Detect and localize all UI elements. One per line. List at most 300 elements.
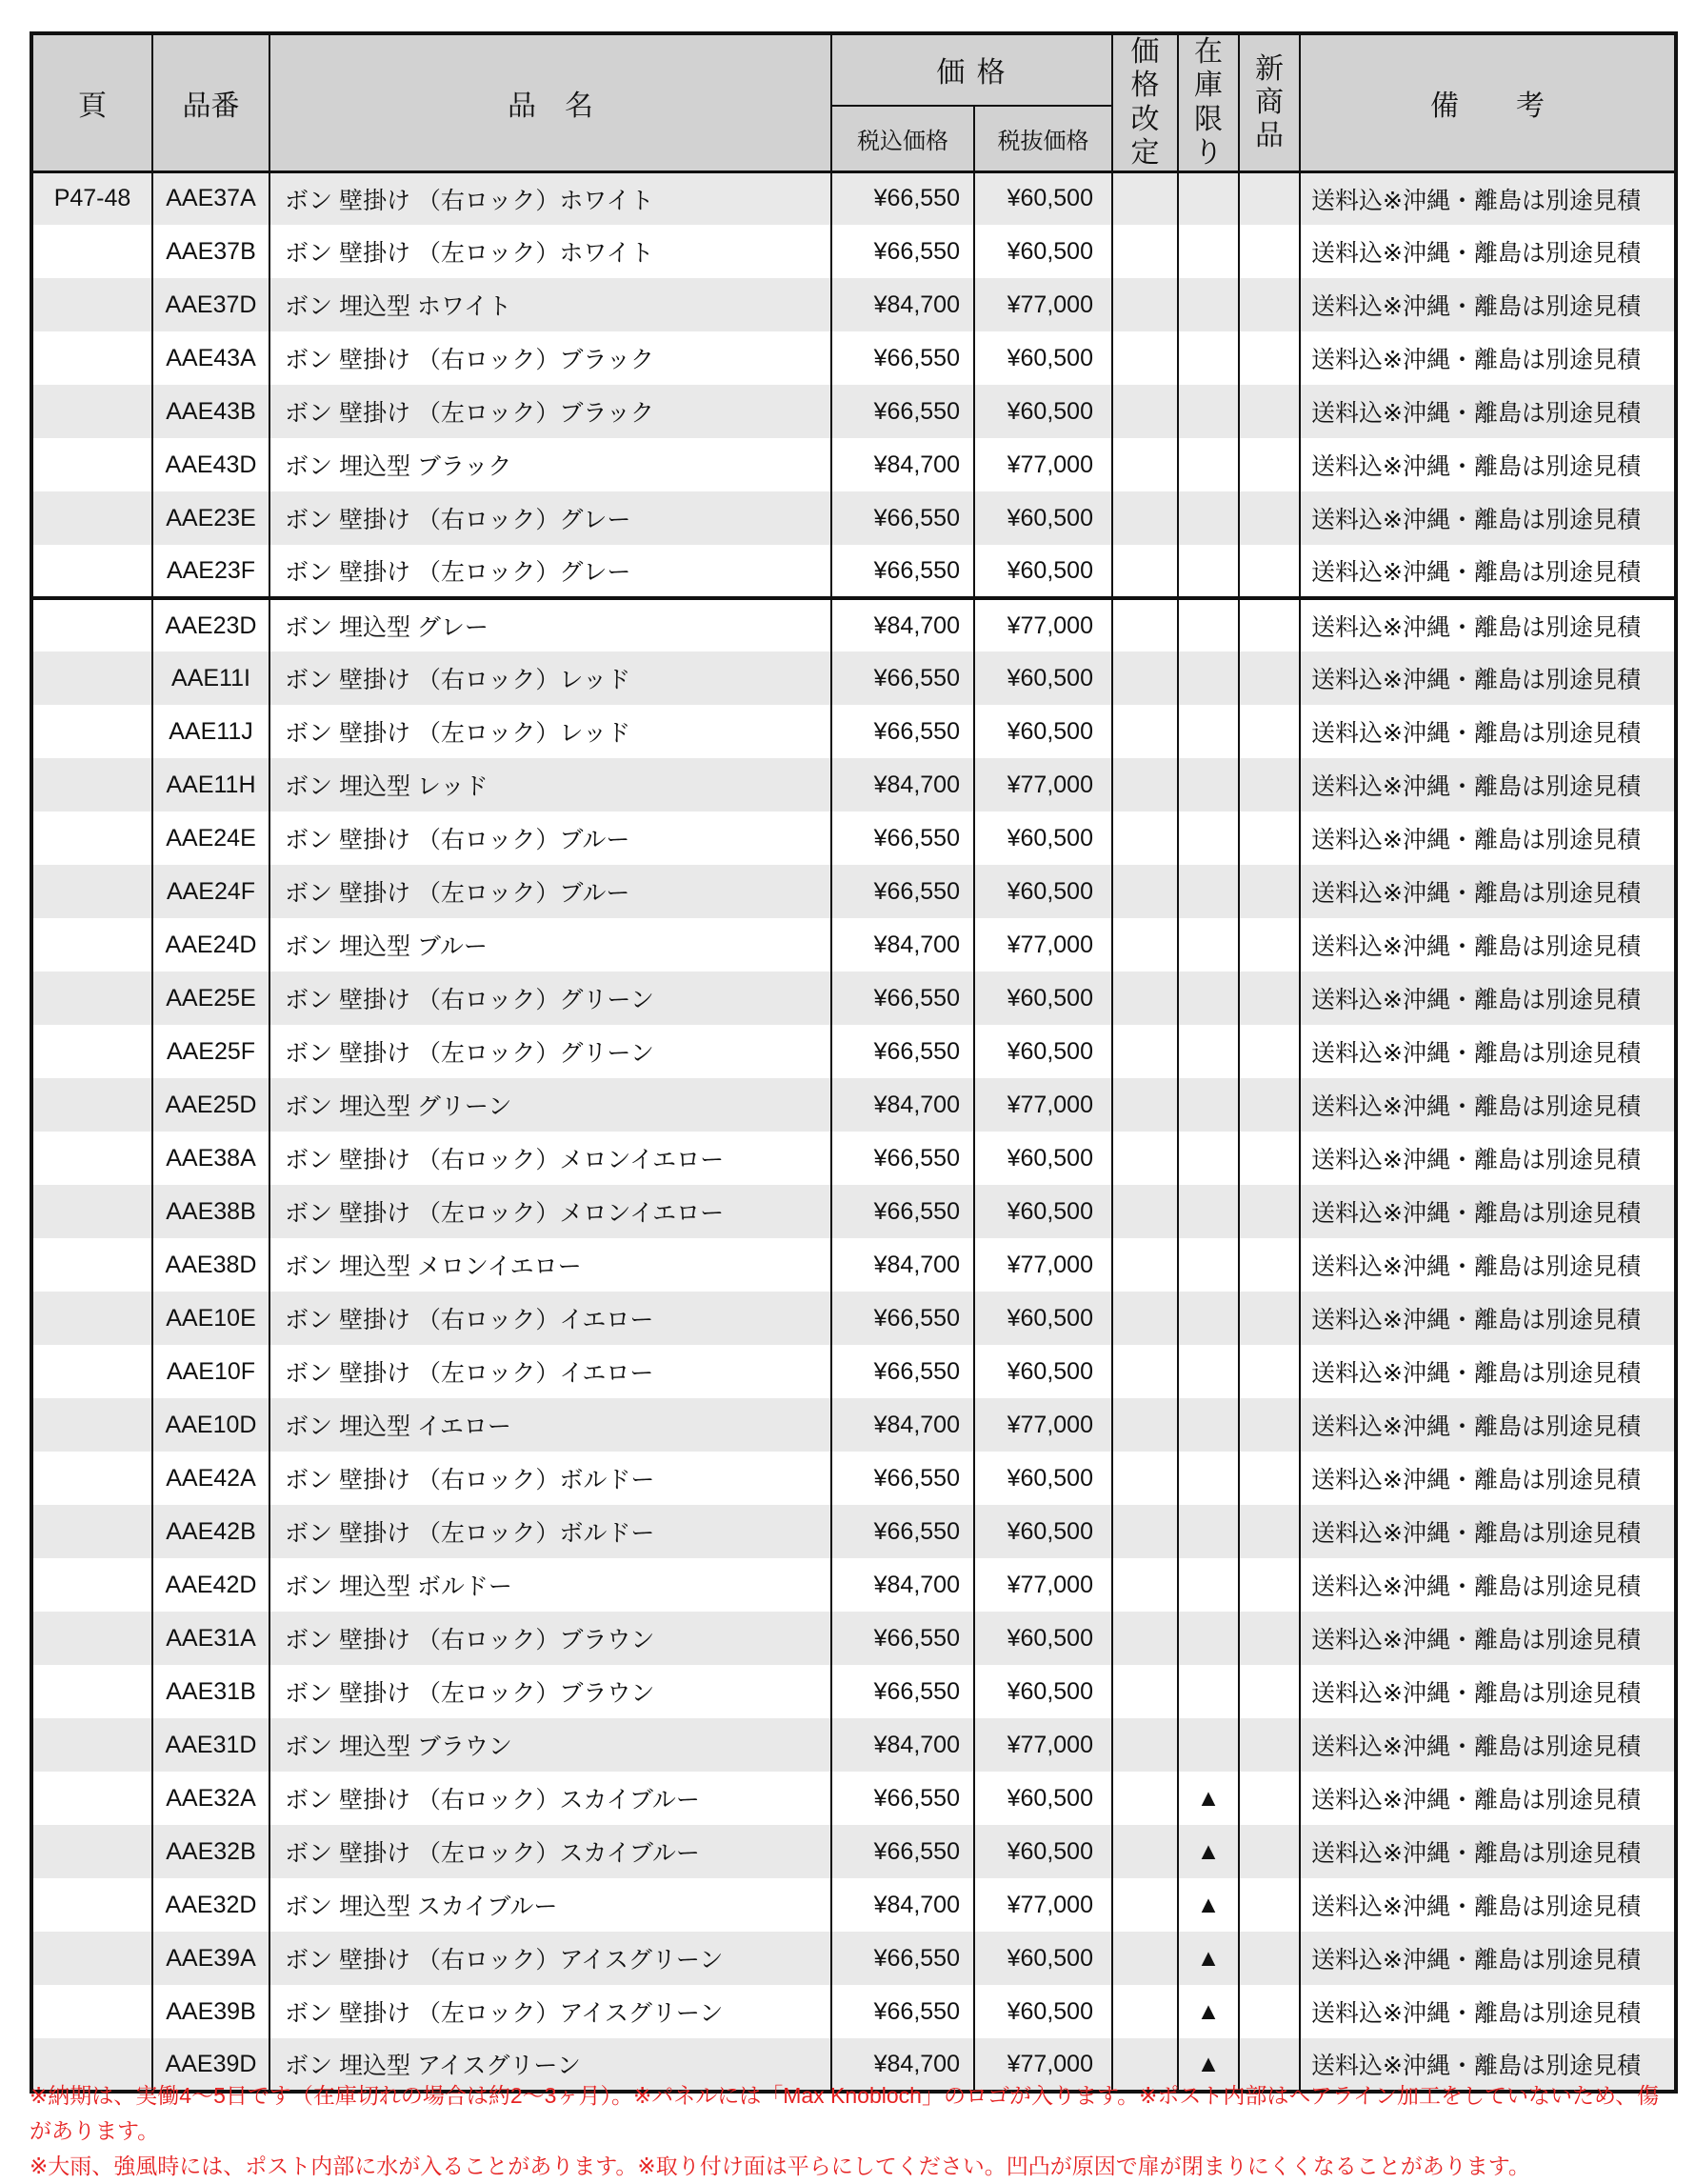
stock-limited-cell: [1178, 918, 1239, 972]
remark-cell: 送料込※沖縄・離島は別途見積: [1300, 1292, 1676, 1345]
price-revision-cell: [1112, 651, 1178, 705]
col-header-price-revision: 価格改定: [1112, 33, 1178, 171]
price-excl-cell: ¥60,500: [974, 1452, 1112, 1505]
price-incl-cell: ¥66,550: [831, 1345, 974, 1398]
col-header-new-product: 新商品: [1239, 33, 1300, 171]
price-excl-cell: ¥60,500: [974, 1665, 1112, 1718]
price-incl-cell: ¥66,550: [831, 651, 974, 705]
page-cell: [31, 1558, 152, 1612]
table-header-row-main: [31, 33, 1676, 106]
footnote-line: ※大雨、強風時には、ポスト内部に水が入ることがあります。※取り付け面は平らにしてください。凹凸が原因で扉が閉まりにくくなることがあります。: [30, 2154, 1530, 2178]
table-row: [31, 1932, 1676, 1985]
price-incl-cell: ¥84,700: [831, 278, 974, 331]
remark-cell: 送料込※沖縄・離島は別途見積: [1300, 331, 1676, 385]
price-incl-cell: ¥66,550: [831, 1132, 974, 1185]
price-revision-cell: [1112, 1878, 1178, 1932]
table-row: [31, 1292, 1676, 1345]
stock-limited-cell: [1178, 1345, 1239, 1398]
table-row: [31, 1878, 1676, 1932]
code-cell: AAE31D: [152, 1718, 269, 1772]
code-cell: AAE10E: [152, 1292, 269, 1345]
page-cell: [31, 438, 152, 491]
new-product-cell: [1239, 865, 1300, 918]
new-product-cell: [1239, 278, 1300, 331]
code-cell: AAE25F: [152, 1025, 269, 1078]
stock-limited-cell: [1178, 1665, 1239, 1718]
remark-cell: 送料込※沖縄・離島は別途見積: [1300, 1452, 1676, 1505]
new-product-cell: [1239, 651, 1300, 705]
remark-cell: 送料込※沖縄・離島は別途見積: [1300, 385, 1676, 438]
price-excl-cell: ¥60,500: [974, 1772, 1112, 1825]
remark-cell: 送料込※沖縄・離島は別途見積: [1300, 1985, 1676, 2038]
price-excl-cell: ¥77,000: [974, 1718, 1112, 1772]
price-excl-cell: ¥77,000: [974, 438, 1112, 491]
price-table-body: [31, 171, 1676, 2092]
name-cell: ボン 埋込型 ホワイト: [269, 278, 831, 331]
new-product-cell: [1239, 438, 1300, 491]
price-revision-cell: [1112, 598, 1178, 651]
col-header-code: 品番: [152, 33, 269, 171]
code-cell: AAE23F: [152, 545, 269, 598]
table-row: [31, 385, 1676, 438]
price-revision-cell: [1112, 1185, 1178, 1238]
price-excl-cell: ¥60,500: [974, 1985, 1112, 2038]
price-incl-cell: ¥66,550: [831, 811, 974, 865]
price-incl-cell: ¥66,550: [831, 1612, 974, 1665]
code-cell: AAE31B: [152, 1665, 269, 1718]
price-incl-cell: ¥66,550: [831, 865, 974, 918]
price-revision-cell: [1112, 811, 1178, 865]
table-row: [31, 758, 1676, 811]
price-excl-cell: ¥77,000: [974, 278, 1112, 331]
price-incl-cell: ¥66,550: [831, 972, 974, 1025]
code-cell: AAE43D: [152, 438, 269, 491]
stock-limited-cell: [1178, 758, 1239, 811]
name-cell: ボン 壁掛け （右ロック）スカイブルー: [269, 1772, 831, 1825]
page-cell: [31, 1825, 152, 1878]
price-revision-cell: [1112, 1292, 1178, 1345]
stock-limited-cell: [1178, 1292, 1239, 1345]
price-excl-cell: ¥60,500: [974, 545, 1112, 598]
table-row: [31, 491, 1676, 545]
code-cell: AAE24E: [152, 811, 269, 865]
table-row: [31, 1825, 1676, 1878]
price-excl-cell: ¥77,000: [974, 758, 1112, 811]
code-cell: AAE32D: [152, 1878, 269, 1932]
price-incl-cell: ¥66,550: [831, 1292, 974, 1345]
price-incl-cell: ¥84,700: [831, 1238, 974, 1292]
price-revision-cell: [1112, 1825, 1178, 1878]
name-cell: ボン 壁掛け （左ロック）ボルドー: [269, 1505, 831, 1558]
price-revision-cell: [1112, 491, 1178, 545]
price-incl-cell: ¥66,550: [831, 1452, 974, 1505]
name-cell: ボン 埋込型 イエロー: [269, 1398, 831, 1452]
new-product-cell: [1239, 385, 1300, 438]
code-cell: AAE39B: [152, 1985, 269, 2038]
remark-cell: 送料込※沖縄・離島は別途見積: [1300, 1558, 1676, 1612]
price-revision-cell: [1112, 1452, 1178, 1505]
page-cell: [31, 1292, 152, 1345]
table-row: [31, 598, 1676, 651]
code-cell: AAE38D: [152, 1238, 269, 1292]
stock-limited-cell: [1178, 598, 1239, 651]
stock-limited-cell: [1178, 1185, 1239, 1238]
price-revision-cell: [1112, 1985, 1178, 2038]
price-incl-cell: ¥84,700: [831, 598, 974, 651]
name-cell: ボン 埋込型 ブラック: [269, 438, 831, 491]
price-incl-cell: ¥84,700: [831, 438, 974, 491]
name-cell: ボン 壁掛け （右ロック）レッド: [269, 651, 831, 705]
stock-limited-cell: [1178, 1505, 1239, 1558]
stock-limited-cell: [1178, 171, 1239, 225]
price-incl-cell: ¥84,700: [831, 1718, 974, 1772]
table-row: [31, 1772, 1676, 1825]
page-cell: [31, 651, 152, 705]
price-incl-cell: ¥84,700: [831, 1558, 974, 1612]
remark-cell: 送料込※沖縄・離島は別途見積: [1300, 491, 1676, 545]
page-cell: [31, 331, 152, 385]
table-row: [31, 1238, 1676, 1292]
code-cell: AAE39A: [152, 1932, 269, 1985]
page-cell: [31, 1932, 152, 1985]
page-cell: [31, 278, 152, 331]
price-revision-cell: [1112, 1558, 1178, 1612]
page-cell: [31, 1132, 152, 1185]
new-product-cell: [1239, 545, 1300, 598]
price-revision-cell: [1112, 1505, 1178, 1558]
new-product-cell: [1239, 1185, 1300, 1238]
table-row: [31, 651, 1676, 705]
remark-cell: 送料込※沖縄・離島は別途見積: [1300, 1878, 1676, 1932]
price-incl-cell: ¥66,550: [831, 491, 974, 545]
stock-limited-cell: [1178, 1558, 1239, 1612]
code-cell: AAE11I: [152, 651, 269, 705]
remark-cell: 送料込※沖縄・離島は別途見積: [1300, 1772, 1676, 1825]
remark-cell: 送料込※沖縄・離島は別途見積: [1300, 225, 1676, 278]
name-cell: ボン 壁掛け （右ロック）アイスグリーン: [269, 1932, 831, 1985]
code-cell: AAE43A: [152, 331, 269, 385]
price-incl-cell: ¥84,700: [831, 1398, 974, 1452]
price-excl-cell: ¥77,000: [974, 1078, 1112, 1132]
code-cell: AAE23E: [152, 491, 269, 545]
remark-cell: 送料込※沖縄・離島は別途見積: [1300, 1132, 1676, 1185]
price-excl-cell: ¥60,500: [974, 651, 1112, 705]
page-cell: [31, 972, 152, 1025]
code-cell: AAE10F: [152, 1345, 269, 1398]
col-header-price-group: 価 格: [831, 33, 1112, 106]
stock-limited-cell: [1178, 385, 1239, 438]
price-excl-cell: ¥77,000: [974, 1558, 1112, 1612]
col-header-stock-limited: 在庫限り: [1178, 33, 1239, 171]
stock-limited-cell: ▲: [1178, 1878, 1239, 1932]
remark-cell: 送料込※沖縄・離島は別途見積: [1300, 1612, 1676, 1665]
table-row: [31, 972, 1676, 1025]
remark-cell: 送料込※沖縄・離島は別途見積: [1300, 2038, 1676, 2092]
page-cell: [31, 1025, 152, 1078]
code-cell: AAE31A: [152, 1612, 269, 1665]
page-cell: [31, 385, 152, 438]
price-excl-cell: ¥60,500: [974, 1505, 1112, 1558]
price-excl-cell: ¥60,500: [974, 331, 1112, 385]
name-cell: ボン 埋込型 グレー: [269, 598, 831, 651]
new-product-cell: [1239, 1398, 1300, 1452]
price-revision-cell: [1112, 1612, 1178, 1665]
price-revision-cell: [1112, 385, 1178, 438]
remark-cell: 送料込※沖縄・離島は別途見積: [1300, 1665, 1676, 1718]
name-cell: ボン 壁掛け （右ロック）グリーン: [269, 972, 831, 1025]
page-cell: [31, 1345, 152, 1398]
price-revision-cell: [1112, 331, 1178, 385]
stock-limited-cell: [1178, 225, 1239, 278]
new-product-cell: [1239, 1985, 1300, 2038]
stock-limited-cell: [1178, 1718, 1239, 1772]
name-cell: ボン 壁掛け （右ロック）イエロー: [269, 1292, 831, 1345]
price-excl-cell: ¥60,500: [974, 811, 1112, 865]
name-cell: ボン 壁掛け （左ロック）イエロー: [269, 1345, 831, 1398]
remark-cell: 送料込※沖縄・離島は別途見積: [1300, 972, 1676, 1025]
table-row: [31, 1505, 1676, 1558]
new-product-cell: [1239, 225, 1300, 278]
table-row: [31, 1345, 1676, 1398]
code-cell: AAE32B: [152, 1825, 269, 1878]
name-cell: ボン 壁掛け （左ロック）メロンイエロー: [269, 1185, 831, 1238]
page-cell: [31, 865, 152, 918]
new-product-cell: [1239, 1025, 1300, 1078]
code-cell: AAE32A: [152, 1772, 269, 1825]
stock-limited-cell: [1178, 1025, 1239, 1078]
stock-limited-cell: ▲: [1178, 1825, 1239, 1878]
page-cell: [31, 1398, 152, 1452]
price-excl-cell: ¥60,500: [974, 1825, 1112, 1878]
remark-cell: 送料込※沖縄・離島は別途見積: [1300, 438, 1676, 491]
price-revision-cell: [1112, 438, 1178, 491]
table-row: [31, 1398, 1676, 1452]
stock-limited-cell: ▲: [1178, 2038, 1239, 2092]
price-excl-cell: ¥60,500: [974, 865, 1112, 918]
new-product-cell: [1239, 1878, 1300, 1932]
new-product-cell: [1239, 1932, 1300, 1985]
table-row: [31, 1558, 1676, 1612]
price-revision-cell: [1112, 865, 1178, 918]
remark-cell: 送料込※沖縄・離島は別途見積: [1300, 1025, 1676, 1078]
new-product-cell: [1239, 1505, 1300, 1558]
price-excl-cell: ¥77,000: [974, 918, 1112, 972]
col-header-page: 頁: [31, 33, 152, 171]
remark-cell: 送料込※沖縄・離島は別途見積: [1300, 278, 1676, 331]
code-cell: AAE11J: [152, 705, 269, 758]
name-cell: ボン 埋込型 ボルドー: [269, 1558, 831, 1612]
table-row: [31, 438, 1676, 491]
stock-limited-cell: [1178, 331, 1239, 385]
new-product-cell: [1239, 705, 1300, 758]
page-cell: [31, 1772, 152, 1825]
remark-cell: 送料込※沖縄・離島は別途見積: [1300, 1238, 1676, 1292]
table-row: [31, 225, 1676, 278]
page-cell: [31, 811, 152, 865]
table-row: [31, 1132, 1676, 1185]
new-product-cell: [1239, 1238, 1300, 1292]
remark-cell: 送料込※沖縄・離島は別途見積: [1300, 545, 1676, 598]
price-revision-cell: [1112, 278, 1178, 331]
remark-cell: 送料込※沖縄・離島は別途見積: [1300, 758, 1676, 811]
code-cell: AAE42A: [152, 1452, 269, 1505]
price-revision-cell: [1112, 1025, 1178, 1078]
new-product-cell: [1239, 972, 1300, 1025]
stock-limited-cell: [1178, 1132, 1239, 1185]
price-excl-cell: ¥60,500: [974, 1025, 1112, 1078]
code-cell: AAE37A: [152, 171, 269, 225]
table-row: [31, 1452, 1676, 1505]
remark-cell: 送料込※沖縄・離島は別途見積: [1300, 811, 1676, 865]
price-excl-cell: ¥77,000: [974, 1878, 1112, 1932]
page-cell: [31, 1078, 152, 1132]
price-incl-cell: ¥66,550: [831, 171, 974, 225]
table-row: [31, 1025, 1676, 1078]
table-row: [31, 331, 1676, 385]
stock-limited-cell: ▲: [1178, 1772, 1239, 1825]
name-cell: ボン 壁掛け （左ロック）グリーン: [269, 1025, 831, 1078]
new-product-cell: [1239, 1452, 1300, 1505]
new-product-cell: [1239, 1665, 1300, 1718]
page-cell: [31, 1612, 152, 1665]
price-excl-cell: ¥77,000: [974, 1398, 1112, 1452]
page-cell: [31, 1665, 152, 1718]
price-incl-cell: ¥84,700: [831, 918, 974, 972]
remark-cell: 送料込※沖縄・離島は別途見積: [1300, 1718, 1676, 1772]
page-cell: [31, 598, 152, 651]
name-cell: ボン 壁掛け （左ロック）グレー: [269, 545, 831, 598]
new-product-cell: [1239, 331, 1300, 385]
col-header-price-incl: 税込価格: [831, 106, 974, 171]
table-row: [31, 1612, 1676, 1665]
stock-limited-cell: [1178, 651, 1239, 705]
remark-cell: 送料込※沖縄・離島は別途見積: [1300, 1185, 1676, 1238]
stock-limited-cell: [1178, 278, 1239, 331]
price-incl-cell: ¥66,550: [831, 1932, 974, 1985]
col-header-name: 品 名: [269, 33, 831, 171]
col-header-remarks: 備 考: [1300, 33, 1676, 171]
code-cell: AAE11H: [152, 758, 269, 811]
price-excl-cell: ¥60,500: [974, 1132, 1112, 1185]
footnotes: [30, 2078, 1667, 2184]
price-incl-cell: ¥66,550: [831, 1772, 974, 1825]
page-cell: [31, 1452, 152, 1505]
price-excl-cell: ¥60,500: [974, 385, 1112, 438]
price-incl-cell: ¥66,550: [831, 1985, 974, 2038]
code-cell: AAE42B: [152, 1505, 269, 1558]
price-revision-cell: [1112, 1932, 1178, 1985]
new-product-cell: [1239, 1558, 1300, 1612]
code-cell: AAE23D: [152, 598, 269, 651]
remark-cell: 送料込※沖縄・離島は別途見積: [1300, 1345, 1676, 1398]
name-cell: ボン 埋込型 アイスグリーン: [269, 2038, 831, 2092]
price-excl-cell: ¥60,500: [974, 1612, 1112, 1665]
name-cell: ボン 壁掛け （右ロック）ブラック: [269, 331, 831, 385]
table-row: [31, 811, 1676, 865]
code-cell: AAE38A: [152, 1132, 269, 1185]
table-row: [31, 1718, 1676, 1772]
price-excl-cell: ¥77,000: [974, 1238, 1112, 1292]
price-revision-cell: [1112, 918, 1178, 972]
new-product-cell: [1239, 1718, 1300, 1772]
page-cell: [31, 918, 152, 972]
price-incl-cell: ¥66,550: [831, 1185, 974, 1238]
stock-limited-cell: [1178, 1452, 1239, 1505]
price-excl-cell: ¥60,500: [974, 225, 1112, 278]
remark-cell: 送料込※沖縄・離島は別途見積: [1300, 1398, 1676, 1452]
remark-cell: 送料込※沖縄・離島は別途見積: [1300, 598, 1676, 651]
price-excl-cell: ¥60,500: [974, 1185, 1112, 1238]
name-cell: ボン 壁掛け （左ロック）レッド: [269, 705, 831, 758]
name-cell: ボン 埋込型 グリーン: [269, 1078, 831, 1132]
price-excl-cell: ¥60,500: [974, 1932, 1112, 1985]
new-product-cell: [1239, 918, 1300, 972]
price-incl-cell: ¥66,550: [831, 1825, 974, 1878]
table-row: [31, 865, 1676, 918]
code-cell: AAE43B: [152, 385, 269, 438]
code-cell: AAE10D: [152, 1398, 269, 1452]
name-cell: ボン 壁掛け （右ロック）ブラウン: [269, 1612, 831, 1665]
page-cell: [31, 1505, 152, 1558]
table-row: [31, 278, 1676, 331]
name-cell: ボン 埋込型 ブルー: [269, 918, 831, 972]
table-row: [31, 1078, 1676, 1132]
price-incl-cell: ¥84,700: [831, 758, 974, 811]
price-revision-cell: [1112, 1718, 1178, 1772]
footnote-line: ※納期は、実働4～5日です（在庫切れの場合は約2～3ヶ月）。※パネルには「Max Knobloch」のロゴが入ります。※ポスト内部はヘアライン加工をしていないため、傷があります。: [30, 2083, 1660, 2143]
page-cell: [31, 491, 152, 545]
page-cell: P47-48: [31, 171, 152, 225]
new-product-cell: [1239, 1825, 1300, 1878]
stock-limited-cell: [1178, 1612, 1239, 1665]
price-revision-cell: [1112, 1398, 1178, 1452]
price-excl-cell: ¥60,500: [974, 1292, 1112, 1345]
name-cell: ボン 壁掛け （右ロック）グレー: [269, 491, 831, 545]
name-cell: ボン 埋込型 スカイブルー: [269, 1878, 831, 1932]
name-cell: ボン 壁掛け （左ロック）ブラック: [269, 385, 831, 438]
remark-cell: 送料込※沖縄・離島は別途見積: [1300, 1078, 1676, 1132]
table-row: [31, 1665, 1676, 1718]
price-incl-cell: ¥66,550: [831, 1505, 974, 1558]
page-cell: [31, 705, 152, 758]
code-cell: AAE24F: [152, 865, 269, 918]
price-table: [30, 31, 1678, 2094]
price-excl-cell: ¥60,500: [974, 1345, 1112, 1398]
price-revision-cell: [1112, 1238, 1178, 1292]
table-row: [31, 1185, 1676, 1238]
name-cell: ボン 埋込型 ブラウン: [269, 1718, 831, 1772]
price-revision-cell: [1112, 1345, 1178, 1398]
price-incl-cell: ¥84,700: [831, 1078, 974, 1132]
remark-cell: 送料込※沖縄・離島は別途見積: [1300, 1932, 1676, 1985]
price-revision-cell: [1112, 1772, 1178, 1825]
price-revision-cell: [1112, 1132, 1178, 1185]
price-excl-cell: ¥60,500: [974, 972, 1112, 1025]
remark-cell: 送料込※沖縄・離島は別途見積: [1300, 651, 1676, 705]
price-incl-cell: ¥66,550: [831, 385, 974, 438]
new-product-cell: [1239, 491, 1300, 545]
name-cell: ボン 壁掛け （左ロック）ホワイト: [269, 225, 831, 278]
col-header-price-excl: 税抜価格: [974, 106, 1112, 171]
name-cell: ボン 埋込型 レッド: [269, 758, 831, 811]
remark-cell: 送料込※沖縄・離島は別途見積: [1300, 918, 1676, 972]
stock-limited-cell: [1178, 865, 1239, 918]
stock-limited-cell: [1178, 1238, 1239, 1292]
price-incl-cell: ¥84,700: [831, 1878, 974, 1932]
price-excl-cell: ¥77,000: [974, 2038, 1112, 2092]
stock-limited-cell: ▲: [1178, 1932, 1239, 1985]
table-row: [31, 1985, 1676, 2038]
